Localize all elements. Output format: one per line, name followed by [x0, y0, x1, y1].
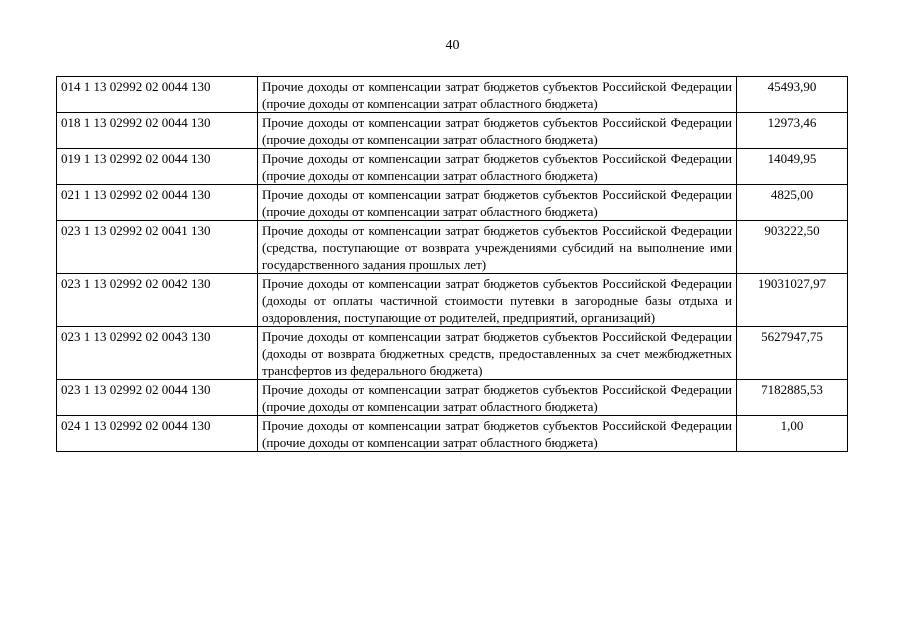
- table-row: [57, 77, 848, 113]
- revenue-code-cell: 014 1 13 02992 02 0044 130: [57, 77, 258, 113]
- revenue-code-cell: 023 1 13 02992 02 0042 130: [57, 274, 258, 327]
- revenue-name-cell: Прочие доходы от компенсации затрат бюджетов субъектов Российской Федерации (прочие доходы от компенсации затрат областного бюджета): [258, 149, 737, 185]
- revenue-code-cell: 024 1 13 02992 02 0044 130: [57, 416, 258, 452]
- revenue-code-cell: 021 1 13 02992 02 0044 130: [57, 185, 258, 221]
- revenue-name-cell: Прочие доходы от компенсации затрат бюджетов субъектов Российской Федерации (прочие доходы от компенсации затрат областного бюджета): [258, 185, 737, 221]
- table-row: [57, 380, 848, 416]
- revenue-amount-cell: 12973,46: [737, 113, 848, 149]
- revenue-amount-cell: 45493,90: [737, 77, 848, 113]
- revenue-name-cell: Прочие доходы от компенсации затрат бюджетов субъектов Российской Федерации (прочие доходы от компенсации затрат областного бюджета): [258, 416, 737, 452]
- page-number: 40: [445, 38, 460, 53]
- table-row: [57, 416, 848, 452]
- revenue-amount-cell: 1,00: [737, 416, 848, 452]
- table-row: [57, 221, 848, 274]
- revenue-name-cell: Прочие доходы от компенсации затрат бюджетов субъектов Российской Федерации (прочие доходы от компенсации затрат областного бюджета): [258, 77, 737, 113]
- revenue-amount-cell: 4825,00: [737, 185, 848, 221]
- revenue-name-cell: Прочие доходы от компенсации затрат бюджетов субъектов Российской Федерации (прочие доходы от компенсации затрат областного бюджета): [258, 380, 737, 416]
- revenue-amount-cell: 7182885,53: [737, 380, 848, 416]
- table-row: [57, 274, 848, 327]
- revenue-code-cell: 023 1 13 02992 02 0043 130: [57, 327, 258, 380]
- revenue-name-cell: Прочие доходы от компенсации затрат бюджетов субъектов Российской Федерации (прочие доходы от компенсации затрат областного бюджета): [258, 113, 737, 149]
- revenue-name-cell: Прочие доходы от компенсации затрат бюджетов субъектов Российской Федерации (доходы от возврата бюджетных средств, предоставленных за счет межбюджетных трансфертов из федерального бюджета): [258, 327, 737, 380]
- table-row: [57, 113, 848, 149]
- table-row: [57, 327, 848, 380]
- budget-revenue-table: [56, 76, 848, 452]
- table-row: [57, 185, 848, 221]
- revenue-amount-cell: 5627947,75: [737, 327, 848, 380]
- revenue-name-cell: Прочие доходы от компенсации затрат бюджетов субъектов Российской Федерации (средства, поступающие от возврата учреждениями субсидий на выполнение ими государственного задания прошлых лет): [258, 221, 737, 274]
- revenue-code-cell: 019 1 13 02992 02 0044 130: [57, 149, 258, 185]
- revenue-amount-cell: 903222,50: [737, 221, 848, 274]
- revenue-code-cell: 018 1 13 02992 02 0044 130: [57, 113, 258, 149]
- revenue-amount-cell: 19031027,97: [737, 274, 848, 327]
- revenue-code-cell: 023 1 13 02992 02 0044 130: [57, 380, 258, 416]
- revenue-name-cell: Прочие доходы от компенсации затрат бюджетов субъектов Российской Федерации (доходы от оплаты частичной стоимости путевки в загородные базы отдыха и оздоровления, поступающие от родителей, предприятий, организаций): [258, 274, 737, 327]
- revenue-code-cell: 023 1 13 02992 02 0041 130: [57, 221, 258, 274]
- table-row: [57, 149, 848, 185]
- revenue-amount-cell: 14049,95: [737, 149, 848, 185]
